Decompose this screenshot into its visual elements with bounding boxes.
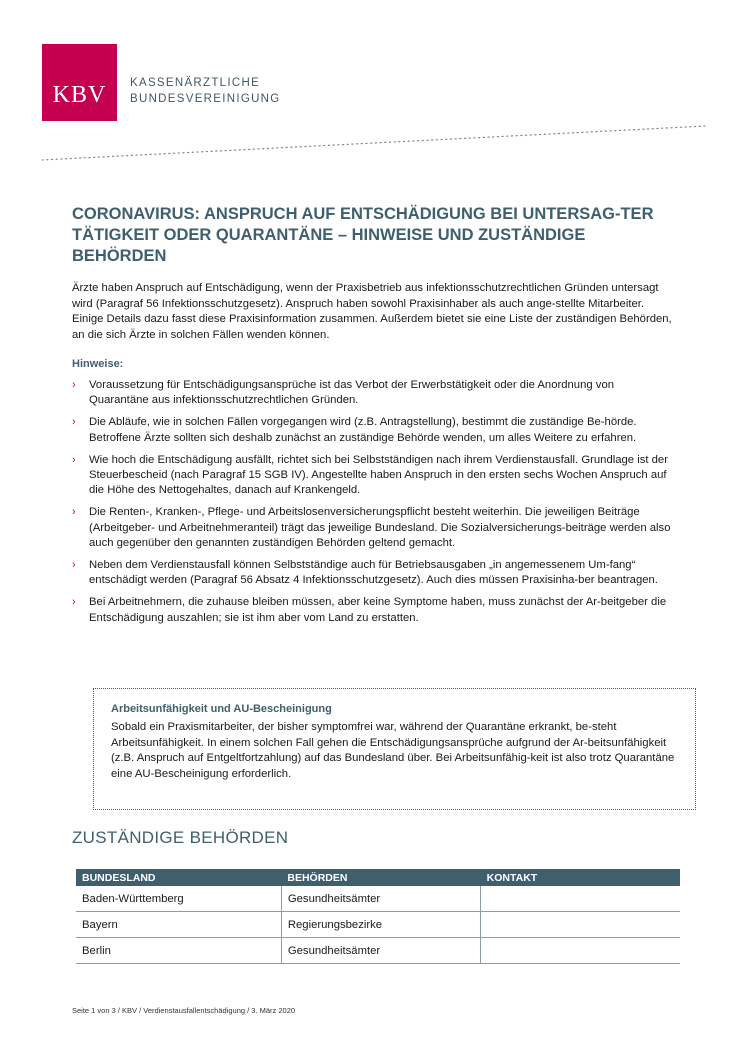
list-item-text: Voraussetzung für Entschädigungsansprüche ist das Verbot der Erwerbstätigkeit oder die Anordnung von Quarantäne aus infektionsschutzrechtlichen Gründen.	[89, 379, 615, 407]
cell-behoerde: Regierungsbezirke	[281, 912, 480, 938]
column-header-behoerden: BEHÖRDEN	[281, 869, 480, 886]
column-header-kontakt: KONTAKT	[481, 869, 680, 886]
list-item	[72, 415, 672, 445]
dotted-divider	[42, 124, 706, 164]
notes-heading: Hinweise:	[72, 358, 124, 370]
organization-name	[130, 75, 281, 107]
kbv-logo	[42, 44, 117, 121]
cell-kontakt	[481, 912, 680, 938]
list-item	[72, 595, 672, 625]
cell-bundesland: Berlin	[76, 938, 281, 964]
list-item	[72, 378, 672, 408]
list-item-text: Neben dem Verdienstausfall können Selbstständige auch für Betriebsausgaben „in angemessenem Um-fang“ entschädigt werden (Paragraf 56 Absatz 4 Infektionsschutzgesetz). Auch dies müssen Praxisinha-ber beantragen.	[89, 559, 658, 587]
notes-list	[72, 378, 672, 633]
bullet-chevron-icon: ›	[72, 559, 76, 572]
section-title: ZUSTÄNDIGE BEHÖRDEN	[72, 828, 289, 847]
authorities-table	[76, 869, 680, 964]
table-row	[76, 912, 680, 938]
cell-kontakt	[481, 938, 680, 964]
cell-kontakt	[481, 886, 680, 912]
cell-behoerde: Gesundheitsämter	[281, 938, 480, 964]
organization-name-line2: BUNDESVEREINIGUNG	[130, 93, 281, 105]
info-box	[93, 688, 696, 810]
organization-name-line1: KASSENÄRZTLICHE	[130, 77, 261, 89]
bullet-chevron-icon: ›	[72, 379, 76, 391]
list-item-text: Die Renten-, Kranken-, Pflege- und Arbeitslosenversicherungspflicht besteht weiterhin. Die jeweiligen Beiträge (Arbeitgeber- und Arbeitnehmeranteil) trägt das jeweilige Bundesland. Die Sozialversicherungs-beiträge werden also auch gegenüber den genannten zuständigen Behörden geltend gemacht.	[89, 506, 671, 549]
list-item-text: Die Abläufe, wie in solchen Fällen vorgegangen wird (z.B. Antragstellung), bestimmt die zuständige Be-hörde. Betroffene Ärzte sollten sich deshalb zunächst an zuständige Behörde wenden, um alles Weitere zu erfahren.	[89, 416, 637, 444]
document-title: CORONAVIRUS: ANSPRUCH AUF ENTSCHÄDIGUNG BEI UNTERSAG-TER TÄTIGKEIT ODER QUARANTÄNE – HINWEISE UND ZUSTÄNDIGE BEHÖRDEN	[72, 205, 654, 265]
info-box-title: Arbeitsunfähigkeit und AU-Bescheinigung	[111, 703, 332, 715]
logo-mark: KBV	[52, 82, 107, 108]
page-footer: Seite 1 von 3 / KBV / Verdienstausfallentschädigung / 3. März 2020	[72, 1006, 296, 1015]
list-item	[72, 505, 672, 551]
bullet-chevron-icon: ›	[72, 416, 76, 429]
table-row	[76, 886, 680, 912]
bullet-chevron-icon: ›	[72, 453, 76, 466]
bullet-chevron-icon: ›	[72, 506, 76, 519]
table-header-row	[76, 869, 680, 886]
column-header-bundesland: BUNDESLAND	[76, 869, 281, 886]
intro-paragraph: Ärzte haben Anspruch auf Entschädigung, wenn der Praxisbetrieb aus infektionsschutzrechtlichen Gründen untersagt wird (Paragraf 56 Infektionsschutzgesetz). Anspruch haben sowohl Praxisinhaber als auch ange-stellte Mitarbeiter. Einige Details dazu fasst diese Praxisinformation zusammen. Außerdem bietet sie eine Liste der zuständigen Behörden, an die sich Ärzte in solchen Fällen wenden können.	[72, 282, 672, 341]
list-item	[72, 558, 672, 588]
cell-bundesland: Bayern	[76, 912, 281, 938]
list-item-text: Wie hoch die Entschädigung ausfällt, richtet sich bei Selbstständigen nach ihrem Verdienstausfall. Grundlage ist der Steuerbescheid (nach Paragraf 15 SGB IV). Angestellte haben Anspruch in den ersten sechs Wochen Anspruch auf die Höhe des Nettogehaltes, danach auf Krankengeld.	[89, 453, 668, 497]
cell-behoerde: Gesundheitsämter	[281, 886, 480, 912]
bullet-chevron-icon: ›	[72, 596, 76, 609]
info-box-text: Sobald ein Praxismitarbeiter, der bisher symptomfrei war, während der Quarantäne erkrankt, be-steht Arbeitsunfähigkeit. In einem solchen Fall gehen die Entschädigungsansprüche aufgrund der Ar-beitsunfähigkeit (z.B. Anspruch auf Entgeltfortzahlung) auf das Bundesland über. Bei Arbeitsunfähig-keit ist also trotz Quarantäne eine AU-Bescheinigung erforderlich.	[111, 721, 675, 780]
cell-bundesland: Baden-Württemberg	[76, 886, 281, 912]
list-item-text: Bei Arbeitnehmern, die zuhause bleiben müssen, aber keine Symptome haben, muss zunächst der Ar-beitgeber die Entschädigung auszahlen; sie ist ihm aber vom Land zu erstatten.	[89, 596, 667, 624]
list-item	[72, 453, 672, 499]
table-row	[76, 938, 680, 964]
